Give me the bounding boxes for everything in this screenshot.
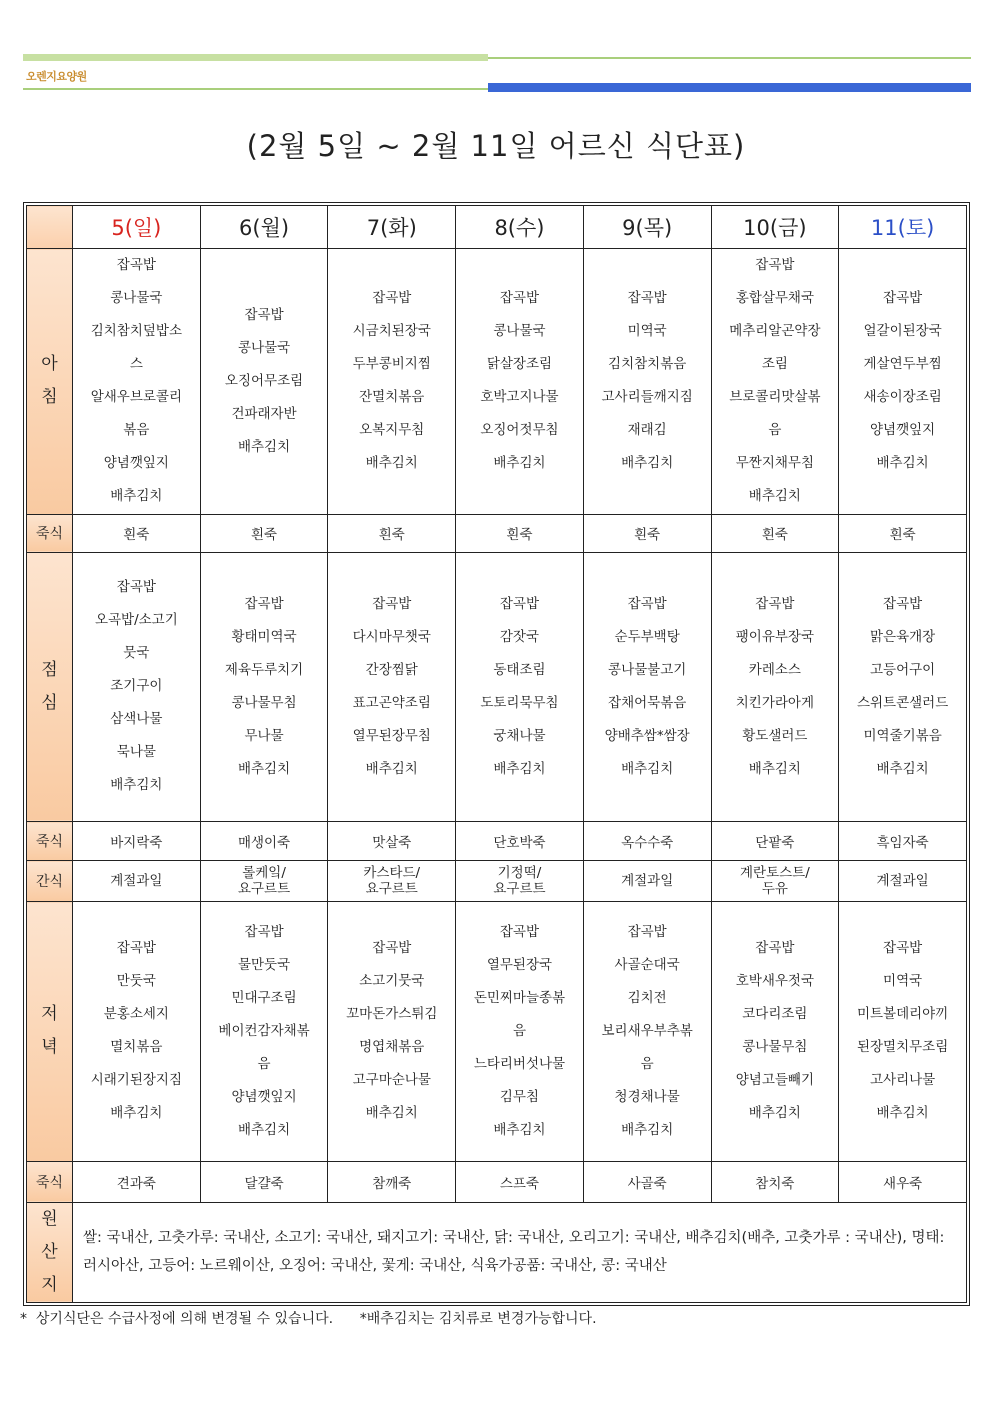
day-header: 10(금) [711, 206, 839, 249]
menu-item: 볶음 [123, 422, 150, 439]
menu-cell [839, 552, 967, 821]
menu-item: 만둣국 [116, 973, 156, 990]
menu-item: 미역줄기볶음 [863, 727, 942, 744]
snack-cell [200, 861, 328, 902]
snack-cell [839, 861, 967, 902]
menu-item: 잡곡밥 [755, 257, 795, 274]
menu-item: 돈민찌마늘종볶 [473, 989, 566, 1006]
porridge-cell: 흰죽 [456, 514, 584, 552]
porridge-cell: 참치죽 [711, 1161, 839, 1202]
menu-cell [73, 249, 201, 514]
menu-item: 잡곡밥 [883, 290, 923, 307]
menu-item: 잡곡밥 [372, 290, 412, 307]
snack-cell [73, 861, 201, 902]
menu-item: 미역국 [627, 323, 667, 340]
menu-item: 제육두루치기 [224, 661, 304, 678]
menu-item: 스위트콘샐러드 [856, 694, 949, 711]
menu-item: 김치참치볶음 [608, 356, 687, 373]
porridge-label: 죽식 [27, 514, 73, 552]
menu-item: 잔멸치볶음 [359, 389, 425, 406]
menu-item: 콩나물국 [237, 339, 291, 356]
menu-item: 배추김치 [110, 488, 163, 505]
menu-item: 시래기된장지짐 [90, 1072, 182, 1089]
menu-item: 황태미역국 [231, 628, 297, 645]
menu-item: 미트볼데리야끼 [856, 1006, 949, 1023]
menu-cell [200, 249, 328, 514]
menu-item: 고사리들깨지짐 [601, 389, 693, 406]
menu-item: 고구마순나물 [352, 1072, 431, 1089]
menu-cell [328, 552, 456, 821]
menu-item: 두부콩비지찜 [352, 356, 431, 373]
porridge-cell: 맛살죽 [328, 822, 456, 861]
porridge-cell: 사골죽 [583, 1161, 711, 1202]
menu-item: 녁 [41, 1037, 58, 1058]
menu-item: 코다리조림 [742, 1006, 808, 1023]
menu-cell [73, 552, 201, 821]
menu-cell [456, 249, 584, 514]
menu-item: 계절과일 [876, 873, 929, 890]
menu-item: 잡곡밥 [499, 595, 540, 612]
menu-table-frame [23, 202, 970, 1306]
menu-item: 원 [41, 1208, 58, 1229]
menu-item: 사골순대국 [614, 956, 680, 973]
menu-item: 김치전 [627, 989, 667, 1006]
menu-item: 잡곡밥 [883, 940, 923, 957]
menu-item: 콩나물무침 [231, 694, 297, 711]
porridge-cell: 흑임자죽 [839, 822, 967, 861]
porridge-cell: 단팥죽 [711, 822, 839, 861]
day-header: 6(월) [200, 206, 328, 249]
menu-item: 건파래자반 [231, 405, 297, 422]
menu-item: 배추김치 [748, 760, 801, 777]
menu-item: 소고기뭇국 [359, 973, 425, 990]
menu-item: 잡채어묵볶음 [608, 694, 687, 711]
menu-item: 배추김치 [876, 760, 929, 777]
menu-item: 음 [640, 1055, 654, 1072]
menu-item: 배추김치 [493, 760, 546, 777]
menu-item: 열무된장무침 [352, 727, 431, 744]
menu-item: 시금치된장국 [352, 323, 431, 340]
menu-item: 멸치볶음 [110, 1039, 163, 1056]
header-blue-bar [488, 83, 971, 92]
menu-item: 감잣국 [499, 628, 540, 645]
menu-item: 꼬마돈가스튀김 [346, 1006, 438, 1023]
menu-item: 양념깻잎지 [870, 422, 936, 439]
menu-item: 순두부백탕 [614, 628, 680, 645]
menu-item: 삼색나물 [110, 711, 163, 728]
porridge-label: 죽식 [27, 1161, 73, 1202]
day-header: 8(수) [456, 206, 584, 249]
menu-item: 오징어무조림 [224, 372, 304, 389]
menu-item: 배추김치 [365, 760, 418, 777]
menu-item: 베이컨감자채볶 [218, 1022, 310, 1039]
menu-item: 배추김치 [237, 760, 291, 777]
menu-item: 김무침 [499, 1088, 540, 1105]
menu-item: 카레소스 [748, 661, 801, 678]
menu-item: 양념깻잎지 [231, 1088, 297, 1105]
porridge-cell: 새우죽 [839, 1161, 967, 1202]
menu-item: 민대구조림 [231, 989, 297, 1006]
menu-item: 호박새우젓국 [735, 973, 814, 990]
menu-item: 배추김치 [493, 455, 546, 472]
menu-item: 표고곤약조림 [352, 694, 431, 711]
porridge-label: 죽식 [27, 822, 73, 861]
menu-item: 배추김치 [237, 438, 291, 455]
menu-item: 음 [257, 1055, 271, 1072]
menu-item: 물만둣국 [237, 956, 291, 973]
origin-text: 쌀: 국내산, 고춧가루: 국내산, 소고기: 국내산, 돼지고기: 국내산, 닭: 국내산, 오리고기: 국내산, 배추김치(배추, 고춧가루 : 국내산), 명태: 러시아산, 고등어: 노르웨이산, 오징어: 국내산, 꽃게: 국내산, 식육가공품: 국내산, 콩: 국내산 [73, 1202, 967, 1302]
menu-item: 브로콜리맛살볶 [729, 389, 821, 406]
menu-item: 배추김치 [365, 455, 418, 472]
menu-cell [200, 552, 328, 821]
header-corner [27, 206, 73, 249]
menu-item: 미역국 [883, 973, 923, 990]
porridge-cell: 흰죽 [73, 514, 201, 552]
menu-item: 배추김치 [110, 777, 163, 794]
menu-item: 카스타드/ [363, 865, 421, 882]
menu-item: 롤케잌/ [242, 865, 286, 882]
menu-item: 양념깻잎지 [103, 455, 169, 472]
menu-item: 콩나물무침 [742, 1039, 808, 1056]
meal-label-lunch [27, 552, 73, 821]
menu-cell [200, 902, 328, 1161]
menu-table [26, 205, 967, 1303]
menu-item: 무나물 [244, 727, 284, 744]
origin-row [27, 1202, 967, 1302]
menu-item: 얼갈이된장국 [863, 323, 942, 340]
snack-row [27, 861, 967, 902]
meal-label-breakfast [27, 249, 73, 514]
snack-cell [456, 861, 584, 902]
menu-item: 잡곡밥 [499, 923, 540, 940]
menu-item: 음 [512, 1022, 526, 1039]
menu-item: 오징어젓무침 [480, 422, 559, 439]
menu-item: 느타리버섯나물 [473, 1055, 566, 1072]
menu-item: 요구르트 [493, 881, 546, 898]
menu-item: 재래김 [627, 422, 667, 439]
porridge-cell: 단호박죽 [456, 822, 584, 861]
menu-item: 두유 [761, 881, 788, 898]
porridge-cell: 참깨죽 [328, 1161, 456, 1202]
menu-item: 묵나물 [116, 744, 156, 761]
menu-item: 알새우브로콜리 [90, 389, 182, 406]
menu-item: 잡곡밥 [116, 257, 156, 274]
lunch-porridge-row [27, 822, 967, 861]
menu-item: 스 [129, 356, 143, 373]
menu-item: 요구르트 [237, 881, 291, 898]
day-header: 7(화) [328, 206, 456, 249]
menu-item: 고사리나물 [870, 1072, 936, 1089]
dinner-porridge-row [27, 1161, 967, 1202]
menu-item: 저 [41, 1004, 58, 1025]
menu-item: 배추김치 [748, 488, 801, 505]
menu-item: 도토리묵무침 [480, 694, 559, 711]
menu-cell [456, 552, 584, 821]
menu-item: 호박고지나물 [480, 389, 559, 406]
menu-item: 배추김치 [493, 1121, 546, 1138]
meal-label-dinner [27, 902, 73, 1161]
menu-item: 게살연두부찜 [863, 356, 942, 373]
menu-item: 오곡밥/소고기 [94, 612, 178, 629]
porridge-cell: 견과죽 [73, 1161, 201, 1202]
menu-item: 홍합살무채국 [735, 290, 814, 307]
menu-item: 점 [41, 659, 58, 680]
menu-item: 열무된장국 [486, 956, 553, 973]
menu-item: 콩나물국 [110, 290, 163, 307]
porridge-cell: 흰죽 [583, 514, 711, 552]
menu-cell [583, 902, 711, 1161]
menu-item: 동태조림 [493, 661, 546, 678]
menu-item: 닭살장조림 [486, 356, 553, 373]
lunch-row [27, 552, 967, 821]
porridge-cell: 매생이죽 [200, 822, 328, 861]
menu-cell [839, 249, 967, 514]
menu-item: 배추김치 [621, 760, 674, 777]
menu-item: 뭇국 [123, 645, 150, 662]
menu-cell [583, 552, 711, 821]
day-header: 9(목) [583, 206, 711, 249]
menu-item: 아 [41, 354, 58, 375]
menu-item: 배추김치 [876, 1105, 929, 1122]
menu-item: 계절과일 [110, 873, 163, 890]
menu-item: 계절과일 [621, 873, 674, 890]
menu-item: 배추김치 [621, 455, 674, 472]
menu-item: 명엽채볶음 [359, 1039, 425, 1056]
snack-cell [328, 861, 456, 902]
header-green-bar [23, 54, 488, 61]
porridge-cell: 흰죽 [328, 514, 456, 552]
menu-cell [711, 249, 839, 514]
menu-item: 심 [41, 692, 58, 713]
menu-item: 분홍소세지 [103, 1006, 169, 1023]
menu-cell [711, 902, 839, 1161]
footnote: * 상기식단은 수급사정에 의해 변경될 수 있습니다. *배추김치는 김치류로 변경가능합니다. [20, 1311, 597, 1327]
menu-item: 배추김치 [748, 1105, 801, 1122]
menu-item: 콩나물불고기 [608, 661, 687, 678]
menu-item: 고등어구이 [870, 661, 936, 678]
menu-item: 잡곡밥 [244, 306, 284, 323]
origin-label [27, 1202, 73, 1302]
menu-item: 간장찜닭 [365, 661, 418, 678]
porridge-cell: 흰죽 [711, 514, 839, 552]
menu-cell [328, 902, 456, 1161]
menu-item: 배추김치 [237, 1121, 291, 1138]
menu-cell [711, 552, 839, 821]
day-header: 11(토) [839, 206, 967, 249]
porridge-cell: 달걀죽 [200, 1161, 328, 1202]
menu-item: 배추김치 [365, 1105, 418, 1122]
menu-item: 기정떡/ [497, 865, 542, 882]
snack-label: 간식 [27, 861, 73, 902]
menu-item: 잡곡밥 [627, 923, 667, 940]
menu-cell [456, 902, 584, 1161]
menu-item: 잡곡밥 [755, 940, 795, 957]
menu-cell [73, 902, 201, 1161]
porridge-cell: 스프죽 [456, 1161, 584, 1202]
day-header-row [27, 206, 967, 249]
menu-item: 잡곡밥 [116, 940, 156, 957]
menu-item: 잡곡밥 [372, 940, 412, 957]
breakfast-porridge-row [27, 514, 967, 552]
menu-item: 팽이유부장국 [735, 628, 814, 645]
header-green-line [488, 57, 971, 59]
menu-item: 계란토스트/ [739, 865, 810, 882]
page-title: (2월 5일 ~ 2월 11일 어르신 식단표) [246, 129, 746, 163]
day-header: 5(일) [73, 206, 201, 249]
menu-item: 배추김치 [621, 1121, 674, 1138]
menu-item: 보리새우부추볶 [601, 1022, 693, 1039]
menu-item: 조림 [761, 356, 788, 373]
snack-cell [711, 861, 839, 902]
menu-item: 새송이장조림 [863, 389, 942, 406]
porridge-cell: 바지락죽 [73, 822, 201, 861]
menu-item: 잡곡밥 [116, 579, 156, 596]
menu-item: 잡곡밥 [244, 923, 284, 940]
menu-item: 조기구이 [110, 678, 163, 695]
menu-item: 잡곡밥 [372, 595, 412, 612]
menu-item: 청경채나물 [614, 1088, 680, 1105]
menu-item: 무짠지채무침 [735, 455, 814, 472]
menu-item: 궁채나물 [493, 727, 546, 744]
menu-item: 산 [41, 1241, 58, 1262]
menu-item: 잡곡밥 [499, 290, 540, 307]
menu-item: 배추김치 [110, 1105, 163, 1122]
menu-item: 다시마무챗국 [352, 628, 431, 645]
menu-item: 맑은육개장 [870, 628, 936, 645]
menu-item: 치킨가라아게 [735, 694, 814, 711]
header-green-underline [23, 88, 488, 90]
porridge-cell: 옥수수죽 [583, 822, 711, 861]
menu-item: 배추김치 [876, 455, 929, 472]
menu-item: 잡곡밥 [755, 595, 795, 612]
porridge-cell: 흰죽 [200, 514, 328, 552]
menu-item: 김치참치덮밥소 [90, 323, 182, 340]
dinner-row [27, 902, 967, 1161]
menu-item: 잡곡밥 [627, 595, 667, 612]
menu-item: 요구르트 [365, 881, 418, 898]
menu-item: 황도샐러드 [742, 727, 808, 744]
menu-cell [583, 249, 711, 514]
menu-item: 콩나물국 [493, 323, 546, 340]
menu-item: 침 [41, 387, 58, 408]
menu-item: 잡곡밥 [244, 595, 284, 612]
breakfast-row [27, 249, 967, 514]
menu-item: 음 [768, 422, 782, 439]
menu-item: 된장멸치무조림 [856, 1039, 949, 1056]
menu-item: 지 [41, 1274, 58, 1295]
facility-logo: 오렌지요양원 [26, 70, 87, 83]
menu-item: 양념고들빼기 [735, 1072, 814, 1089]
menu-cell [839, 902, 967, 1161]
menu-item: 양배추쌈*쌈장 [604, 727, 690, 744]
menu-item: 잡곡밥 [627, 290, 667, 307]
porridge-cell: 흰죽 [839, 514, 967, 552]
menu-item: 메추리알곤약장 [729, 323, 821, 340]
menu-item: 오복지무침 [359, 422, 425, 439]
snack-cell [583, 861, 711, 902]
menu-cell [328, 249, 456, 514]
menu-item: 잡곡밥 [883, 595, 923, 612]
